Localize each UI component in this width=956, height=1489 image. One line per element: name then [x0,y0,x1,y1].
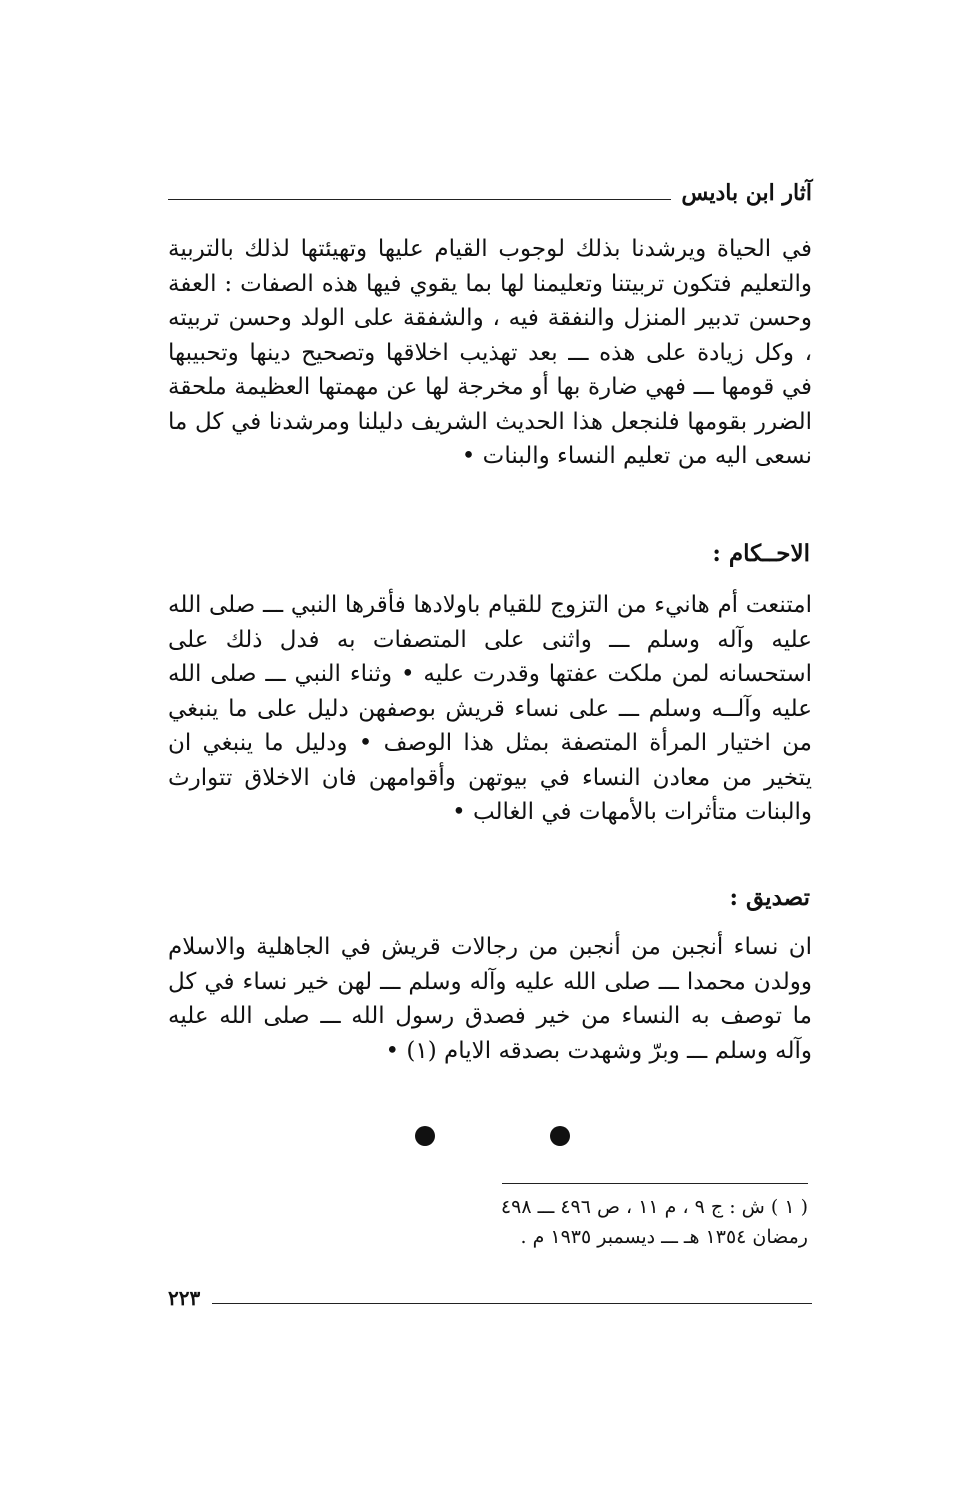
separator-dot [550,1126,570,1146]
section-separator [0,1124,956,1154]
heading-ahkam: الاحــكام : [712,540,810,567]
footnote-line-2: رمضان ١٣٥٤ هـ ـــ ديسمبر ١٩٣٥ م . [520,1226,808,1248]
footnote [330,1192,808,1252]
separator-dot [415,1126,435,1146]
header-rule [168,199,671,200]
paragraph-tasdiq: ان نساء أنجبن من أنجبن من رجالات قريش في الجاهلية والاسلام وولدن محمدا ـــ صلى الله عليه وآله وسلم ـــ لهن خير نساء في كل ما توصف به النساء من خير فصدق رسول الله ـــ صلى الله عليه وآله وسلم ـــ وبرّ وشهدت بصدقه الايام (١) • [168,934,812,1064]
header-title: آثار ابن باديس [681,180,812,206]
footer-rule [212,1303,812,1304]
heading-tasdiq: تصديق : [729,884,810,911]
paragraph-ahkam: امتنعت أم هانيء من التزوج للقيام باولادها فأقرها النبي ـــ صلى الله عليه وآله وسلم ـــ واثنى على المتصفات به فدل ذلك على استحسانه لمن ملكت عفتها وقدرت عليه • وثناء النبي ـــ صلى الله عليه وآلــه وسلم ـــ على نساء قريش بوصفهن دليل على ما ينبغي من اختيار المرأة المتصفة بمثل هذا الوصف • ودليل ما ينبغي ان يتخير من معادن النساء في بيوتهن وأقوامهن فان الاخلاق تتوارث والبنات متأثرات بالأمهات في الغالب • [168,592,812,825]
footnote-line-1: ( ١ ) ش : ج ٩ ، م ١١ ، ص ٤٩٦ ـــ ٤٩٨ [500,1196,808,1218]
paragraph-education: في الحياة ويرشدنا بذلك لوجوب القيام عليها وتهيئتها لذلك بالتربية والتعليم فتكون تربيتنا وتعليمنا لها بما يقوي فيها هذه الصفات : العفة وحسن تدبير المنزل والنفقة فيه ، والشفقة على الولد وحسن تربيته ، وكل زيادة على هذه ـــ بعد تهذيب اخلاقها وتصحيح دينها وتحبيبها في قومها ـــ فهي ضارة بها أو مخرجة لها عن مهمتها العظيمة ملحقة الضرر بقومها فلنجعل هذا الحديث الشريف دليلنا ومرشدنا في كل ما نسعى اليه من تعليم النساء والبنات • [168,236,812,469]
page-footer [168,1280,812,1308]
footnote-rule [502,1183,808,1184]
running-header [168,170,812,204]
page-number: ٢٢٣ [168,1286,201,1310]
